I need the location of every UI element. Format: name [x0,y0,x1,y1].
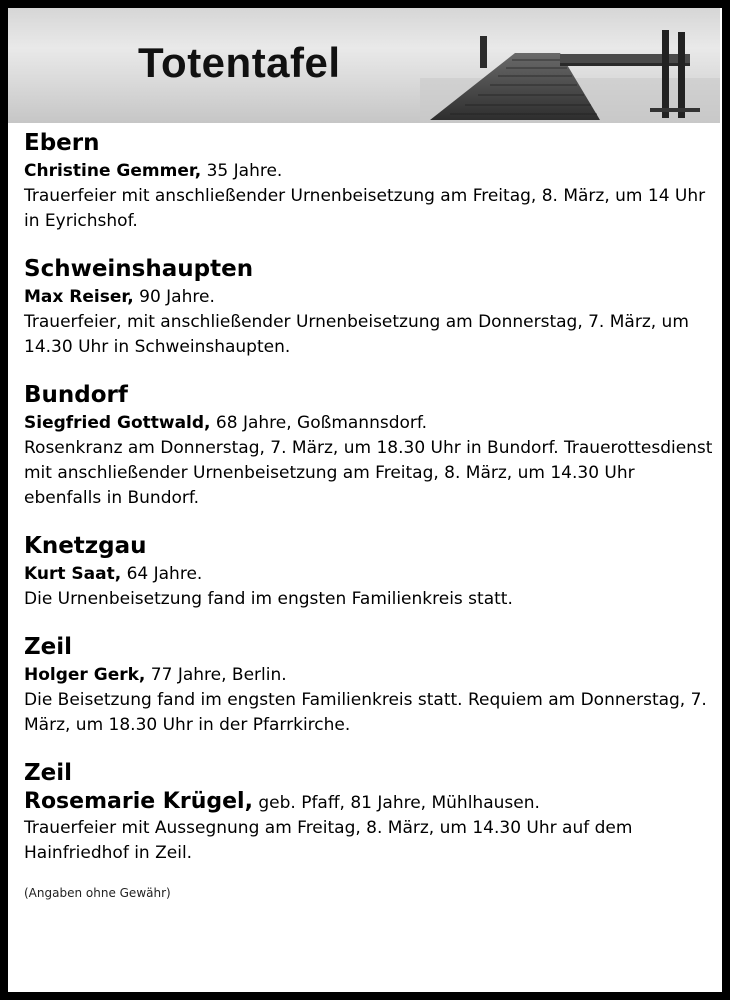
person-name: Max Reiser, [24,287,134,307]
entry-person [24,285,714,310]
person-name: Siegfried Gottwald, [24,413,211,433]
entry-place: Ebern [24,130,100,156]
obituary-entry [24,254,714,360]
entry-place: Zeil [24,634,73,660]
obituary-entry [24,758,714,866]
person-info: 64 Jahre. [121,564,203,584]
entry-details: Rosenkranz am Donnerstag, 7. März, um 18.30 Uhr in Bundorf. Trauerottesdienst mit anschließender Urnenbeisetzung am Freitag, 8. März, um 14.30 Uhr ebenfalls in Bundorf. [24,438,713,508]
person-name: Rosemarie Krügel, [24,789,253,814]
person-info: 35 Jahre. [201,161,283,181]
page-title: Totentafel [138,39,341,86]
entry-place: Knetzgau [24,533,147,559]
header-banner [8,8,720,123]
obituary-entry [24,380,714,511]
entry-person [24,663,714,688]
person-info: 68 Jahre, Goßmannsdorf. [210,413,428,433]
disclaimer: (Angaben ohne Gewähr) [24,886,171,900]
person-name: Holger Gerk, [24,665,146,685]
person-name: Kurt Saat, [24,564,122,584]
entry-place: Bundorf [24,382,128,408]
entry-details: Die Urnenbeisetzung fand im engsten Familienkreis statt. [24,589,513,609]
obituary-entry [24,632,714,738]
entry-place: Schweinshaupten [24,256,254,282]
obituary-list [24,128,714,900]
entry-details: Trauerfeier mit Aussegnung am Freitag, 8. März, um 14.30 Uhr auf dem Hainfriedhof in Zeil. [24,818,633,863]
person-info: 90 Jahre. [133,287,215,307]
wooden-pier-image [420,8,720,123]
obituary-entry [24,531,714,612]
obituary-entry [24,128,714,234]
person-info: 77 Jahre, Berlin. [145,665,287,685]
person-info: geb. Pfaff, 81 Jahre, Mühlhausen. [252,793,540,813]
entry-details: Trauerfeier, mit anschließender Urnenbeisetzung am Donnerstag, 7. März, um 14.30 Uhr in Schweinshaupten. [24,312,689,357]
entry-person [24,159,714,184]
entry-details: Trauerfeier mit anschließender Urnenbeisetzung am Freitag, 8. März, um 14 Uhr in Eyrichshof. [24,186,706,231]
entry-place: Zeil [24,760,73,786]
entry-person [24,789,714,816]
entry-person [24,411,714,436]
entry-person [24,562,714,587]
entry-details: Die Beisetzung fand im engsten Familienkreis statt. Requiem am Donnerstag, 7. März, um 18.30 Uhr in der Pfarrkirche. [24,690,707,735]
person-name: Christine Gemmer, [24,161,202,181]
